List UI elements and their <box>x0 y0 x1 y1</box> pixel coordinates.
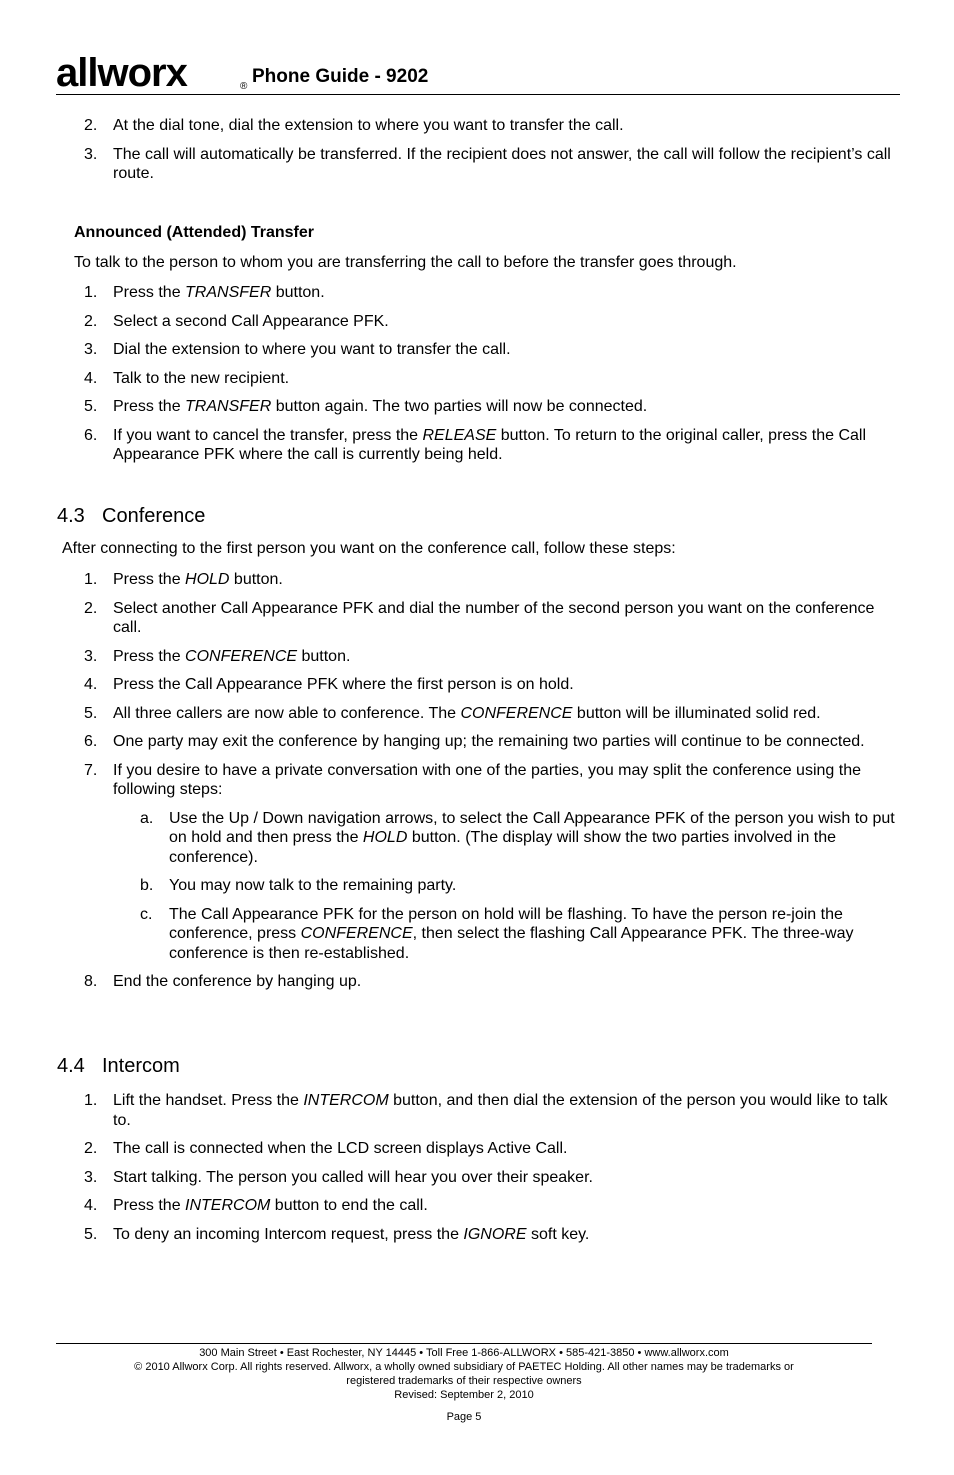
text-run: Talk to the new recipient. <box>113 369 290 387</box>
list-item <box>140 905 904 964</box>
text-run: Start talking. The person you called will hear you over their speaker. <box>113 1168 593 1186</box>
emphasized-term: RELEASE <box>422 426 497 444</box>
document-title: Phone Guide - 9202 <box>252 66 429 87</box>
list-item-text <box>169 876 904 896</box>
text-run: Press the <box>113 571 186 588</box>
list-item-number: 3. <box>84 1168 98 1186</box>
list-item-text <box>113 312 904 332</box>
text-run: Press the <box>113 1197 186 1214</box>
list-item <box>84 426 904 465</box>
list-item-number: 2. <box>84 117 98 134</box>
list-item-text <box>113 570 904 590</box>
text-run: button. <box>297 647 351 665</box>
text-run: Select a second Call Appearance PFK. <box>113 312 389 330</box>
list-item-number: 2. <box>84 312 98 330</box>
list-item-number: 6. <box>84 426 98 444</box>
list-item <box>84 675 904 695</box>
list-item-number: 1. <box>84 1092 98 1109</box>
intercom-steps <box>84 1091 904 1253</box>
emphasized-term: INTERCOM <box>303 1092 389 1109</box>
text-run: One party may exit the conference by hanging up; the remaining two parties will continue to be connected. <box>113 733 865 750</box>
list-item-text <box>113 675 904 695</box>
attended-transfer-heading: Announced (Attended) Transfer <box>74 224 315 241</box>
list-item <box>84 397 904 417</box>
text-run: If you desire to have a private conversation with one of the parties, you may split the conference using the following steps: <box>113 761 861 798</box>
text-run: All three callers are now able to conference. The <box>113 704 461 722</box>
text-run: The Call Appearance PFK for the person on hold will be flashing. To have the person re-join the conference, press <box>169 905 843 942</box>
allworx-logo <box>56 52 252 92</box>
list-item <box>84 570 904 590</box>
emphasized-term: INTERCOM <box>185 1197 271 1214</box>
list-item-number: 8. <box>84 973 98 990</box>
list-item-number: 6. <box>84 733 98 750</box>
text-run: button will be illuminated solid red. <box>572 704 821 722</box>
list-item-text <box>113 1091 904 1130</box>
list-item-text <box>113 972 904 992</box>
section-heading-intercom <box>57 1055 180 1078</box>
text-run: Dial the extension to where you want to transfer the call. <box>113 341 511 358</box>
list-item-text <box>113 145 904 184</box>
text-run: Press the <box>113 284 186 301</box>
list-item-number: 2. <box>84 599 98 617</box>
section-number: 4.3 <box>57 505 85 527</box>
page-number: Page 5 <box>446 1411 482 1423</box>
list-item-number: 5. <box>84 704 98 722</box>
text-run: Select another Call Appearance PFK and dial the number of the second person you want on the conference call. <box>113 599 875 636</box>
emphasized-term: IGNORE <box>463 1225 527 1243</box>
list-item-text <box>113 732 904 752</box>
list-item <box>84 732 904 752</box>
list-item-text <box>113 1168 904 1188</box>
list-item <box>84 1091 904 1130</box>
text-run: At the dial tone, dial the extension to where you want to transfer the call. <box>113 117 624 134</box>
list-item <box>140 876 904 896</box>
text-run: You may now talk to the remaining party. <box>169 877 457 894</box>
list-item-text <box>113 761 904 800</box>
text-run: button. To return to the original caller, press the Call Appearance PFK where the call is currently being held. <box>113 426 866 463</box>
list-item-text <box>113 704 904 724</box>
text-run: , then select the flashing Call Appearance PFK. The three-way conference is then re-established. <box>169 925 854 962</box>
page-header <box>56 52 900 95</box>
text-run: button. <box>229 571 283 588</box>
conference-intro: After connecting to the first person you want on the conference call, follow these steps: <box>62 540 676 557</box>
list-item-number: 3. <box>84 145 98 163</box>
section-number: 4.4 <box>57 1055 85 1077</box>
svg-text:®: ® <box>240 81 248 92</box>
list-item <box>84 761 904 800</box>
attended-transfer-steps <box>84 283 904 474</box>
list-item-text <box>113 283 904 303</box>
list-item-number: c. <box>140 905 153 923</box>
list-item <box>84 972 904 992</box>
sub-list <box>140 809 904 964</box>
text-run: button again. The two parties will now be connected. <box>271 398 648 415</box>
text-run: soft key. <box>526 1225 590 1243</box>
list-item-text <box>113 116 904 136</box>
emphasized-term: CONFERENCE <box>460 704 573 722</box>
list-item <box>140 809 904 868</box>
conference-steps <box>84 570 904 1001</box>
footer-copyright: © 2010 Allworx Corp. All rights reserved. Allworx, a wholly owned subsidiary of PAETEC Holding. All other names may be trademarks or <box>134 1361 794 1373</box>
emphasized-term: HOLD <box>362 829 408 846</box>
list-item-text <box>113 340 904 360</box>
emphasized-term: CONFERENCE <box>185 647 298 665</box>
emphasized-term: TRANSFER <box>185 284 272 301</box>
text-run: The call will automatically be transferred. If the recipient does not answer, the call will follow the recipient’s call route. <box>113 145 891 182</box>
list-item <box>84 369 904 389</box>
list-item <box>84 312 904 332</box>
list-item-number: 5. <box>84 1225 98 1243</box>
list-item <box>84 1196 904 1216</box>
list-item-number: 7. <box>84 761 98 779</box>
text-run: Use the Up / Down navigation arrows, to select the Call Appearance PFK of the person you wish to put on hold and then press the <box>169 809 895 846</box>
text-run: End the conference by hanging up. <box>113 973 362 990</box>
footer-revised: Revised: September 2, 2010 <box>394 1389 534 1401</box>
footer-divider <box>56 1343 872 1344</box>
list-item <box>84 340 904 360</box>
text-run: If you want to cancel the transfer, press the <box>113 426 423 444</box>
list-item-text <box>113 397 904 417</box>
list-item <box>84 647 904 667</box>
attended-transfer-intro: To talk to the person to whom you are transferring the call to before the transfer goes through. <box>74 254 737 271</box>
list-item-number: 5. <box>84 398 98 415</box>
footer-copyright-cont: registered trademarks of their respective owners <box>346 1375 582 1387</box>
list-item-text <box>169 809 904 868</box>
list-item-number: 2. <box>84 1140 98 1157</box>
list-item-text <box>113 1139 904 1159</box>
text-run: button. <box>271 284 325 301</box>
list-item-text <box>113 369 904 389</box>
list-item-text <box>113 426 904 465</box>
text-run: Press the Call Appearance PFK where the first person is on hold. <box>113 676 574 693</box>
list-item <box>84 599 904 638</box>
list-item-number: 3. <box>84 647 98 665</box>
section-heading-conference <box>57 505 205 528</box>
footer <box>56 1346 872 1424</box>
text-run: Lift the handset. Press the <box>113 1092 304 1109</box>
list-item-number: a. <box>140 809 154 827</box>
footer-address: 300 Main Street • East Rochester, NY 14445 • Toll Free 1-866-ALLWORX • 585-421-3850 • www.allworx.com <box>199 1347 729 1359</box>
list-item-text <box>169 905 904 964</box>
text-run: The call is connected when the LCD screen displays Active Call. <box>113 1140 568 1157</box>
emphasized-term: HOLD <box>185 571 230 588</box>
list-item-text <box>113 1196 904 1216</box>
list-item-number: 3. <box>84 341 98 358</box>
list-item <box>84 283 904 303</box>
text-run: To deny an incoming Intercom request, press the <box>113 1225 464 1243</box>
list-item-text <box>113 647 904 667</box>
list-item-number: 4. <box>84 676 98 693</box>
emphasized-term: CONFERENCE <box>300 925 413 942</box>
list-item <box>84 1139 904 1159</box>
list-item <box>84 1225 904 1245</box>
list-item-number: 1. <box>84 284 98 301</box>
list-item-number: 4. <box>84 1197 98 1214</box>
text-run: button, and then dial the extension of the person you would like to talk to. <box>113 1092 888 1129</box>
list-item-number: 1. <box>84 571 98 588</box>
emphasized-term: TRANSFER <box>185 398 272 415</box>
text-run: button. (The display will show the two parties involved in the conference). <box>169 829 837 866</box>
list-item-number: 4. <box>84 369 98 387</box>
svg-text:allworx: allworx <box>56 52 187 92</box>
transfer-steps-continued <box>84 116 904 193</box>
list-item <box>84 704 904 724</box>
text-run: Press the <box>113 647 186 665</box>
section-title: Conference <box>102 505 206 527</box>
list-item-number: b. <box>140 877 154 894</box>
list-item <box>84 145 904 184</box>
list-item-text <box>113 599 904 638</box>
list-item <box>84 116 904 136</box>
section-title: Intercom <box>102 1055 180 1077</box>
list-item-text <box>113 1225 904 1245</box>
list-item <box>84 1168 904 1188</box>
text-run: Press the <box>113 398 186 415</box>
text-run: button to end the call. <box>270 1197 428 1214</box>
